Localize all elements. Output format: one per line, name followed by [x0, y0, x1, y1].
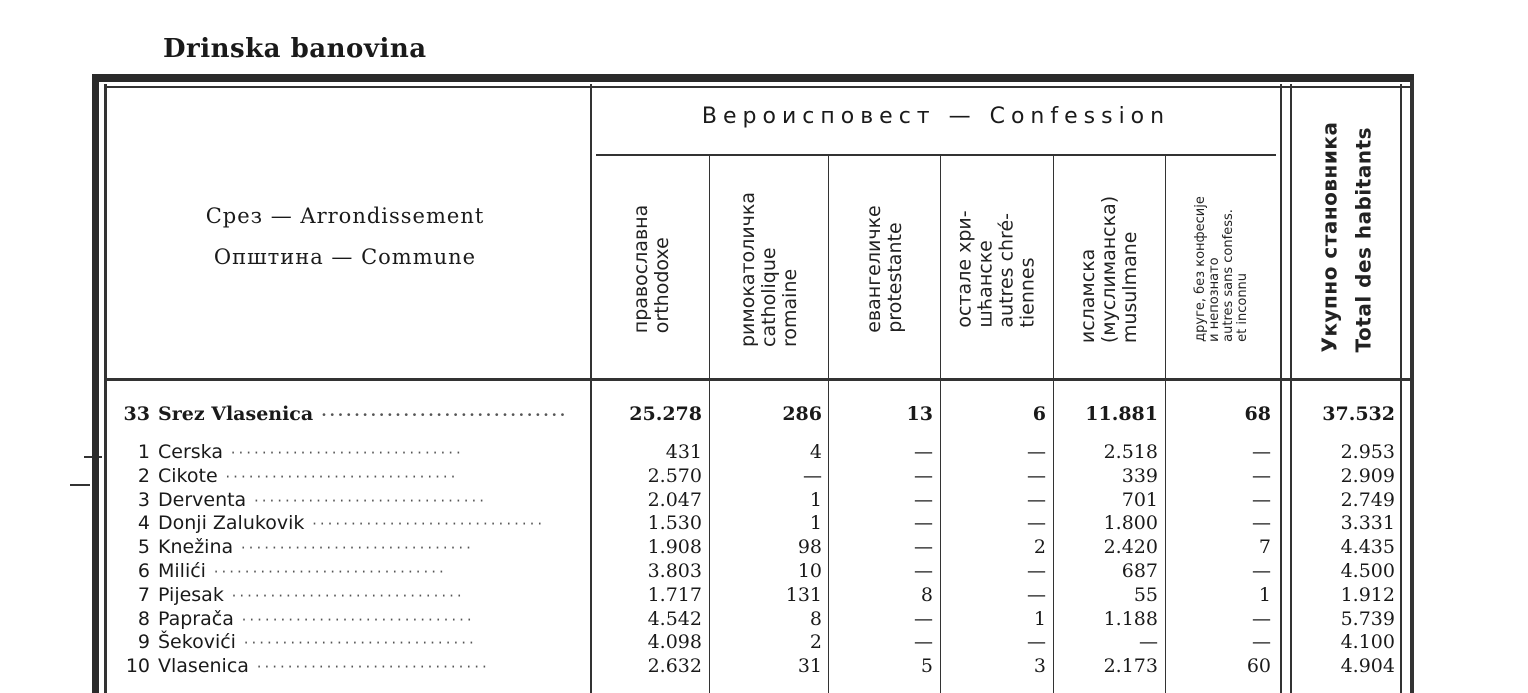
row-number: 10 [125, 655, 150, 678]
row-number: 6 [137, 560, 150, 582]
row-name: Derventa [158, 488, 247, 511]
table-cell: 1.530 [647, 512, 702, 535]
row-name: Donji Zalukovik [158, 512, 305, 535]
table-cell: — [1027, 631, 1046, 654]
total-cell: 3.331 [1340, 512, 1395, 535]
table-cell: 1 [809, 512, 822, 535]
table-cell: 286 [782, 403, 822, 425]
leader-dots: ······························ [246, 491, 488, 510]
table-cell: 4 [809, 441, 822, 463]
leader-dots: ······························ [313, 406, 569, 424]
table-cell: — [914, 536, 933, 559]
table-cell: 1.188 [1103, 607, 1158, 630]
leader-dots: ······························ [205, 563, 447, 581]
table-cell: — [1027, 560, 1046, 582]
table-cell: 10 [797, 560, 822, 582]
row-label [118, 654, 588, 678]
total-cell: 4.500 [1340, 560, 1395, 582]
table-cell: 687 [1121, 560, 1158, 582]
row-number: 9 [137, 631, 150, 654]
total-cell: 2.909 [1340, 464, 1395, 487]
table-cell: 2 [1033, 536, 1046, 559]
row-label [118, 440, 588, 464]
table-cell: — [1139, 631, 1158, 654]
table-cell: 2.047 [647, 488, 702, 511]
total-cell: 5.739 [1340, 607, 1395, 630]
table-cell: — [1027, 464, 1046, 487]
stub-header-arrondissement: Срез — Arrondissement [205, 204, 485, 228]
table-cell: — [1027, 488, 1046, 511]
table-cell: 13 [906, 403, 933, 425]
table-rule [596, 154, 1276, 156]
table-cell: 5 [920, 655, 933, 678]
table-cell: 4.542 [647, 607, 702, 630]
column-header-muslim: исламска (муслиманска) musulmane [1077, 195, 1141, 343]
table-rule [1410, 80, 1414, 693]
table-cell: — [1252, 464, 1271, 487]
row-label [118, 488, 588, 512]
row-label [118, 607, 588, 631]
column-header-orthodox: православна orthodoxe [630, 204, 674, 334]
table-cell: 3 [1033, 655, 1046, 678]
table-cell: — [1252, 560, 1271, 582]
row-number: 8 [137, 607, 150, 630]
leader-dots: ······························ [304, 515, 546, 534]
table-cell: — [1252, 512, 1271, 535]
total-cell: 37.532 [1322, 403, 1395, 425]
row-name: Milići [158, 560, 206, 582]
table-cell: 2.632 [647, 655, 702, 678]
row-label [118, 535, 588, 559]
table-cell: — [1027, 441, 1046, 463]
table-cell: 25.278 [629, 403, 702, 425]
leader-dots: ······························ [222, 444, 464, 462]
row-number: 33 [123, 403, 150, 425]
table-cell: 1.908 [647, 536, 702, 559]
column-header-other-unknown: друге, без конфесије и непознато autres sans confess. et inconnu [1193, 196, 1250, 342]
table-rule [1280, 84, 1282, 693]
table-cell: 7 [1258, 536, 1271, 559]
total-cell: 4.904 [1340, 655, 1395, 678]
table-cell: 131 [785, 583, 822, 606]
table-cell: — [914, 464, 933, 487]
table-rule [104, 84, 107, 693]
table-cell: — [914, 631, 933, 654]
column-header-other-christian: остале хри- шћанске autres chré- tiennes [954, 210, 1040, 328]
leader-dots: ······························ [248, 658, 490, 677]
stub-header [100, 196, 590, 278]
table-cell: — [1252, 488, 1271, 511]
row-name: Pijesak [158, 583, 224, 606]
margin-mark [70, 484, 90, 486]
table-cell: 8 [920, 583, 933, 606]
table-cell: — [914, 512, 933, 535]
table-cell: 11.881 [1085, 403, 1158, 425]
row-name: Knežina [158, 536, 234, 559]
table-cell: 3.803 [647, 560, 702, 582]
table-cell: 1 [809, 488, 822, 511]
table-cell: 1.717 [647, 583, 702, 606]
table-cell: 2.420 [1103, 536, 1158, 559]
row-label [118, 559, 588, 583]
table-cell: — [914, 560, 933, 582]
table-cell: — [1027, 583, 1046, 606]
leader-dots: ······························ [233, 539, 474, 558]
table-cell: 60 [1246, 655, 1271, 678]
leader-dots: ······························ [235, 634, 477, 653]
table-cell: — [914, 607, 933, 630]
table-rule [104, 86, 1410, 88]
table-cell: 55 [1133, 583, 1158, 606]
table-cell: — [1027, 512, 1046, 535]
column-header-catholic: римокатоличка catholique romaine [736, 191, 801, 347]
table-cell: — [914, 441, 933, 463]
row-name: Cikote [158, 464, 218, 487]
row-label [118, 464, 588, 488]
table-cell: 2 [809, 631, 822, 654]
row-label [118, 511, 588, 535]
row-number: 2 [137, 464, 150, 487]
row-number: 4 [137, 512, 150, 535]
table-cell: — [1252, 631, 1271, 654]
leader-dots: ······························ [217, 467, 459, 486]
table-cell: 8 [809, 607, 822, 630]
row-number: 3 [137, 488, 150, 511]
table-cell: 4.098 [647, 631, 702, 654]
table-cell: 98 [797, 536, 822, 559]
table-cell: 31 [797, 655, 822, 678]
row-number: 1 [137, 441, 150, 463]
column-header-total: Укупно становника Total des habitants [1317, 121, 1375, 353]
table-cell: 1 [1258, 583, 1271, 606]
row-name: Srez Vlasenica [158, 403, 314, 425]
confession-header: Вероисповест — Confession [701, 104, 1171, 129]
leader-dots: ······························ [233, 610, 475, 629]
row-number: 5 [137, 536, 150, 559]
stub-header-commune: Општина — Commune [213, 245, 477, 269]
leader-dots: ······························ [223, 586, 465, 605]
row-number: 7 [137, 583, 150, 606]
row-label [118, 402, 588, 426]
row-name: Paprača [158, 607, 234, 630]
table-cell: 431 [665, 441, 702, 463]
total-cell: 2.953 [1340, 441, 1395, 463]
row-name: Šekovići [158, 631, 236, 654]
row-label [118, 630, 588, 654]
table-rule [590, 84, 592, 693]
table-cell: 6 [1032, 403, 1046, 425]
total-cell: 1.912 [1340, 583, 1395, 606]
table-cell: — [1252, 441, 1271, 463]
total-cell: 4.435 [1340, 536, 1395, 559]
table-cell: 1 [1033, 607, 1046, 630]
table-cell: 2.570 [647, 464, 702, 487]
row-name: Cerska [158, 441, 223, 463]
row-label [118, 583, 588, 607]
page-title: Drinska banovina [163, 34, 427, 64]
table-cell: — [803, 464, 822, 487]
total-cell: 4.100 [1340, 631, 1395, 654]
table-rule [1400, 84, 1402, 693]
table-cell: — [1252, 607, 1271, 630]
table-cell: 1.800 [1103, 512, 1158, 535]
table-cell: 2.518 [1103, 441, 1158, 463]
table-cell: 2.173 [1103, 655, 1158, 678]
table-cell: — [914, 488, 933, 511]
table-cell: 68 [1244, 403, 1271, 425]
row-name: Vlasenica [158, 655, 249, 678]
total-cell: 2.749 [1340, 488, 1395, 511]
table-cell: 339 [1121, 464, 1158, 487]
table-rule [104, 378, 1410, 381]
column-header-protestant: евангеличке protestante [862, 205, 906, 333]
table-cell: 701 [1121, 488, 1158, 511]
